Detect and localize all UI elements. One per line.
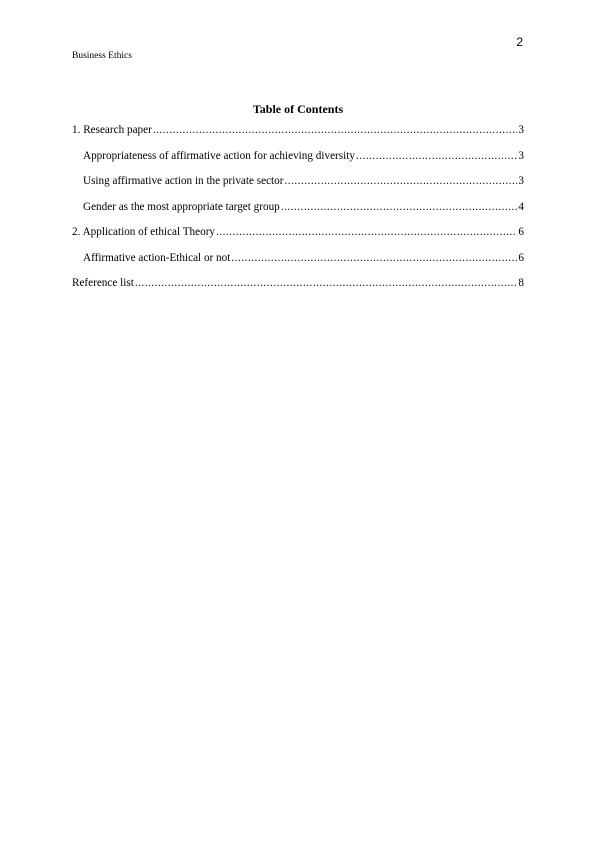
toc-entry-page: 4 [518, 200, 524, 213]
toc-entry-page: 3 [518, 124, 524, 136]
toc-entry-text: Reference list [72, 277, 134, 289]
toc-leader-dots [356, 149, 517, 163]
toc-leader-dots [153, 123, 518, 137]
toc-entry-text: Using affirmative action in the private sector [83, 175, 284, 187]
toc-leader-dots [284, 174, 517, 188]
table-of-contents [72, 123, 524, 302]
toc-leader-dots [281, 200, 518, 214]
toc-entry-ethical-or-not[interactable] [72, 251, 524, 277]
toc-entry-page: 6 [518, 226, 524, 238]
toc-leader-dots [216, 225, 517, 239]
toc-entry-text: 2. Application of ethical Theory [72, 226, 216, 238]
toc-entry-text: Gender as the most appropriate target group [83, 200, 280, 213]
toc-entry-page: 8 [518, 277, 524, 289]
toc-leader-dots [135, 276, 518, 290]
toc-entry-research-paper[interactable] [72, 123, 524, 149]
toc-entry-page: 3 [518, 175, 524, 187]
toc-entry-text: Affirmative action-Ethical or not [83, 251, 231, 264]
toc-entry-ethical-theory[interactable] [72, 225, 524, 251]
toc-entry-appropriateness[interactable] [72, 149, 524, 175]
toc-leader-dots [231, 251, 517, 265]
toc-entry-private-sector[interactable] [72, 174, 524, 200]
toc-entry-gender-target-group[interactable] [72, 200, 524, 226]
toc-entry-text: 1. Research paper [72, 124, 152, 136]
running-head: Business Ethics [72, 51, 132, 61]
toc-entry-text: Appropriateness of affirmative action for achieving diversity [83, 149, 355, 162]
page-number: 2 [516, 35, 523, 49]
toc-entry-page: 6 [518, 251, 524, 264]
toc-entry-page: 3 [518, 149, 524, 162]
toc-entry-reference-list[interactable] [72, 276, 524, 302]
toc-title: Table of Contents [252, 102, 344, 116]
